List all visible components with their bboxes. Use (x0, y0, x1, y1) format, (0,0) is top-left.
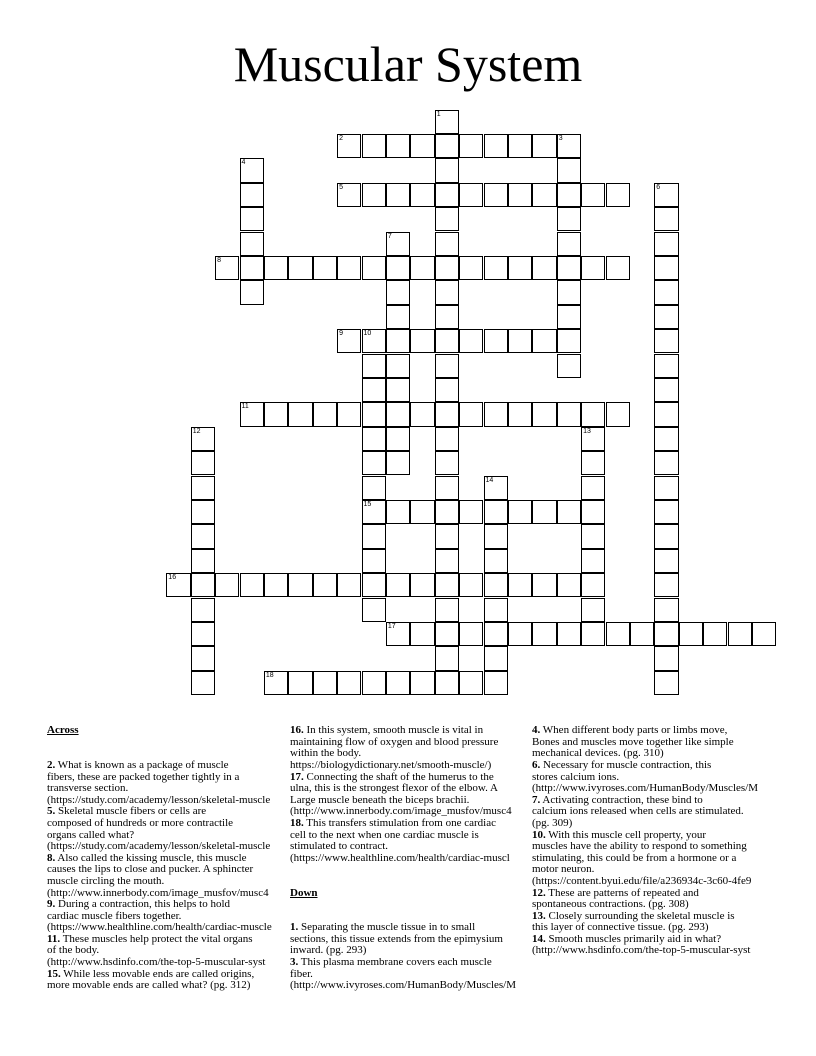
grid-cell[interactable] (240, 232, 264, 256)
grid-cell[interactable] (410, 402, 434, 426)
grid-cell[interactable] (288, 256, 312, 280)
page-title: Muscular System (233, 36, 583, 92)
grid-cell[interactable] (557, 134, 581, 158)
grid-cell[interactable] (728, 622, 752, 646)
grid-cell[interactable] (337, 402, 361, 426)
grid-cell[interactable] (435, 256, 459, 280)
grid-cell[interactable] (240, 280, 264, 304)
grid-cell[interactable] (410, 500, 434, 524)
down-clue-list (290, 922, 526, 992)
grid-cell[interactable] (191, 573, 215, 597)
grid-cell[interactable] (484, 329, 508, 353)
grid-cell[interactable] (654, 305, 678, 329)
grid-cell[interactable] (654, 183, 678, 207)
grid-cell[interactable] (703, 622, 727, 646)
clue-text: With this muscle cell property, your muscles have the ability to respond to something stimulating, this could be from a hormone or a motor neuron. (https://content.byui.edu/file/a236934c-3c60-4fe9 (532, 828, 752, 887)
grid-cell[interactable] (362, 671, 386, 695)
clue-number: 10 (363, 330, 372, 338)
grid-cell[interactable] (557, 402, 581, 426)
grid-cell[interactable] (581, 183, 605, 207)
grid-cell[interactable] (362, 476, 386, 500)
clue-number-label: 13. (532, 909, 546, 922)
grid-cell[interactable] (557, 256, 581, 280)
grid-cell[interactable] (654, 598, 678, 622)
grid-cell[interactable] (484, 134, 508, 158)
grid-cell[interactable] (508, 622, 532, 646)
grid-cell[interactable] (264, 573, 288, 597)
grid-cell[interactable] (581, 476, 605, 500)
clue-number: 16 (168, 574, 177, 582)
grid-cell[interactable] (435, 646, 459, 670)
grid-cell[interactable] (264, 256, 288, 280)
grid-cell[interactable] (484, 549, 508, 573)
clue-across (47, 853, 285, 899)
grid-cell[interactable] (654, 500, 678, 524)
grid-cell[interactable] (508, 256, 532, 280)
clue-number: 17 (387, 622, 396, 630)
grid-cell[interactable] (606, 183, 630, 207)
grid-cell[interactable] (484, 500, 508, 524)
clue-text: Connecting the shaft of the humerus to the ulna, this is the strongest flexor of the elbow. A Large muscle beneath the biceps brachii. (http://www.innerbody.com/image_musfov/musc4 (290, 770, 512, 818)
grid-cell[interactable] (532, 500, 556, 524)
clue-number: 18 (265, 671, 274, 679)
clue-text: While less movable ends are called origins, more movable ends are called what? (pg. 312) (47, 967, 255, 992)
grid-cell[interactable] (459, 671, 483, 695)
grid-cell[interactable] (532, 402, 556, 426)
grid-cell[interactable] (459, 183, 483, 207)
grid-cell[interactable] (386, 134, 410, 158)
grid-cell[interactable] (654, 256, 678, 280)
clue-number-label: 14. (532, 932, 546, 945)
grid-cell[interactable] (557, 158, 581, 182)
down-clue-list-continued (532, 725, 768, 957)
grid-cell[interactable] (435, 354, 459, 378)
grid-cell[interactable] (459, 134, 483, 158)
grid-cell[interactable] (435, 183, 459, 207)
grid-cell[interactable] (362, 427, 386, 451)
grid-cell[interactable] (362, 354, 386, 378)
clue-number-label: 2. (47, 758, 56, 771)
grid-cell[interactable] (508, 500, 532, 524)
clue-across (47, 899, 285, 934)
grid-cell[interactable] (362, 524, 386, 548)
grid-cell[interactable] (386, 354, 410, 378)
grid-cell[interactable] (191, 500, 215, 524)
grid-cell[interactable] (484, 183, 508, 207)
clues-column-2 (290, 702, 526, 992)
clues-column-3 (532, 702, 768, 962)
clue-number-label: 4. (532, 724, 541, 737)
grid-cell[interactable] (435, 598, 459, 622)
clue-number-label: 9. (47, 898, 56, 911)
grid-cell[interactable] (532, 573, 556, 597)
grid-cell[interactable] (557, 622, 581, 646)
grid-cell[interactable] (581, 549, 605, 573)
grid-cell[interactable] (362, 549, 386, 573)
clue-number-label: 7. (532, 793, 541, 806)
clue-down (532, 760, 768, 795)
grid-cell[interactable] (362, 598, 386, 622)
grid-cell[interactable] (191, 646, 215, 670)
clue-number-label: 18. (290, 816, 304, 829)
grid-cell[interactable] (581, 451, 605, 475)
grid-cell[interactable] (557, 232, 581, 256)
grid-cell[interactable] (484, 573, 508, 597)
across-clue-list (47, 760, 285, 992)
grid-cell[interactable] (654, 549, 678, 573)
grid-cell[interactable] (386, 280, 410, 304)
clue-number-label: 5. (47, 805, 56, 818)
grid-cell[interactable] (484, 671, 508, 695)
grid-cell[interactable] (337, 134, 361, 158)
grid-cell[interactable] (191, 671, 215, 695)
grid-cell[interactable] (459, 402, 483, 426)
grid-cell[interactable] (557, 573, 581, 597)
clue-across (47, 969, 285, 992)
grid-cell[interactable] (362, 402, 386, 426)
across-heading: Across (47, 724, 79, 737)
grid-cell[interactable] (459, 622, 483, 646)
clue-down (532, 934, 768, 957)
grid-cell[interactable] (166, 573, 190, 597)
grid-cell[interactable] (752, 622, 776, 646)
clue-number: 13 (583, 427, 591, 435)
grid-cell[interactable] (362, 256, 386, 280)
grid-cell[interactable] (362, 451, 386, 475)
clue-down (532, 911, 768, 934)
grid-cell[interactable] (435, 476, 459, 500)
grid-cell[interactable] (240, 402, 264, 426)
clues-column-1 (47, 702, 285, 992)
grid-cell[interactable] (362, 134, 386, 158)
grid-cell[interactable] (654, 646, 678, 670)
clue-across (47, 806, 285, 852)
grid-cell[interactable] (191, 622, 215, 646)
grid-cell[interactable] (581, 402, 605, 426)
grid-cell[interactable] (435, 671, 459, 695)
grid-cell[interactable] (532, 183, 556, 207)
grid-cell[interactable] (581, 256, 605, 280)
grid-cell[interactable] (215, 256, 239, 280)
grid-cell[interactable] (435, 500, 459, 524)
grid-cell[interactable] (435, 622, 459, 646)
grid-cell[interactable] (557, 280, 581, 304)
grid-cell[interactable] (191, 476, 215, 500)
clue-text: In this system, smooth muscle is vital in maintaining flow of oxygen and blood pressure within the body. https://biologydictionary.net/smooth-muscle/) (290, 724, 499, 771)
grid-cell[interactable] (288, 573, 312, 597)
grid-cell[interactable] (654, 280, 678, 304)
grid-cell[interactable] (386, 256, 410, 280)
clue-text: These muscles help protect the vital organs of the body. (http://www.hsdinfo.com/the-top-5-muscular-syst (47, 932, 266, 969)
clue-number: 2 (339, 134, 343, 142)
clue-text: During a contraction, this helps to hold cardiac muscle fibers together. (https://www.healthline.com/health/cardiac-muscle (47, 898, 272, 934)
grid-cell[interactable] (191, 524, 215, 548)
grid-cell[interactable] (435, 573, 459, 597)
grid-cell[interactable] (435, 329, 459, 353)
grid-cell[interactable] (386, 305, 410, 329)
clue-number: 6 (656, 183, 661, 191)
grid-cell[interactable] (288, 402, 312, 426)
clue-text: What is known as a package of muscle fibers, these are packed together tightly in a transverse section. (https://study.com/academy/lesson/skeletal-muscle (47, 758, 271, 806)
grid-cell[interactable] (362, 378, 386, 402)
grid-cell[interactable] (557, 500, 581, 524)
grid-cell[interactable] (386, 500, 410, 524)
clue-down (290, 957, 526, 992)
grid-cell[interactable] (386, 451, 410, 475)
clue-down (532, 795, 768, 830)
grid-cell[interactable] (288, 671, 312, 695)
grid-cell[interactable] (581, 573, 605, 597)
grid-cell[interactable] (410, 671, 434, 695)
grid-cell[interactable] (557, 183, 581, 207)
grid-cell[interactable] (386, 378, 410, 402)
clue-number-label: 16. (290, 724, 304, 737)
grid-cell[interactable] (606, 402, 630, 426)
clue-across (290, 725, 526, 771)
grid-cell[interactable] (240, 183, 264, 207)
across-clue-list-continued (290, 725, 526, 864)
grid-cell[interactable] (435, 232, 459, 256)
clue-down (290, 922, 526, 957)
grid-cell[interactable] (435, 207, 459, 231)
grid-cell[interactable] (508, 402, 532, 426)
clue-number: 15 (363, 500, 372, 508)
grid-cell[interactable] (654, 232, 678, 256)
grid-cell[interactable] (386, 573, 410, 597)
grid-cell[interactable] (435, 280, 459, 304)
grid-cell[interactable] (459, 500, 483, 524)
grid-cell[interactable] (435, 110, 459, 134)
clue-text: Closely surrounding the skeletal muscle is this layer of connective tissue. (pg. 293) (532, 909, 735, 934)
grid-cell[interactable] (654, 451, 678, 475)
clue-number: 14 (485, 476, 494, 484)
clue-text: Activating contraction, these bind to calcium ions released when cells are stimulated. (pg. 309) (532, 793, 744, 829)
clue-number-label: 3. (290, 956, 299, 969)
clue-number: 1 (436, 110, 441, 118)
clue-down (532, 888, 768, 911)
grid-cell[interactable] (654, 427, 678, 451)
grid-cell[interactable] (386, 402, 410, 426)
grid-cell[interactable] (362, 500, 386, 524)
grid-cell[interactable] (435, 158, 459, 182)
clue-number: 8 (217, 256, 221, 264)
grid-cell[interactable] (557, 329, 581, 353)
grid-cell[interactable] (362, 329, 386, 353)
grid-cell[interactable] (410, 134, 434, 158)
grid-cell[interactable] (654, 476, 678, 500)
clue-number-label: 8. (47, 851, 56, 864)
grid-cell[interactable] (191, 598, 215, 622)
grid-cell[interactable] (435, 427, 459, 451)
grid-cell[interactable] (362, 573, 386, 597)
grid-cell[interactable] (435, 378, 459, 402)
grid-cell[interactable] (191, 451, 215, 475)
grid-cell[interactable] (337, 671, 361, 695)
grid-cell[interactable] (386, 232, 410, 256)
grid-cell[interactable] (435, 451, 459, 475)
clue-number: 5 (339, 183, 343, 191)
clue-down (532, 830, 768, 888)
clue-text: This plasma membrane covers each muscle fiber. (http://www.ivyroses.com/HumanBody/Muscles/M (290, 956, 516, 992)
clue-number-label: 11. (47, 932, 61, 945)
grid-cell[interactable] (435, 402, 459, 426)
grid-cell[interactable] (654, 354, 678, 378)
grid-cell[interactable] (191, 427, 215, 451)
grid-cell[interactable] (435, 305, 459, 329)
grid-cell[interactable] (654, 622, 678, 646)
grid-cell[interactable] (435, 549, 459, 573)
grid-cell[interactable] (484, 524, 508, 548)
grid-cell[interactable] (484, 476, 508, 500)
grid-cell[interactable] (459, 573, 483, 597)
grid-cell[interactable] (435, 524, 459, 548)
clue-text: Skeletal muscle fibers or cells are composed of hundreds or more contractile organs called what? (https://study.com/academy/lesson/skeletal-muscle (47, 805, 271, 853)
grid-cell[interactable] (410, 183, 434, 207)
grid-cell[interactable] (654, 524, 678, 548)
grid-cell[interactable] (337, 329, 361, 353)
grid-cell[interactable] (679, 622, 703, 646)
grid-cell[interactable] (313, 402, 337, 426)
grid-cell[interactable] (581, 427, 605, 451)
grid-cell[interactable] (386, 329, 410, 353)
grid-cell[interactable] (654, 402, 678, 426)
grid-cell[interactable] (313, 256, 337, 280)
grid-cell[interactable] (264, 402, 288, 426)
grid-cell[interactable] (484, 256, 508, 280)
grid-cell[interactable] (337, 573, 361, 597)
clue-number: 3 (558, 134, 563, 142)
clue-number: 12 (192, 427, 201, 435)
grid-cell[interactable] (532, 256, 556, 280)
grid-cell[interactable] (581, 524, 605, 548)
clue-text: These are patterns of repeated and spontaneous contractions. (pg. 308) (532, 886, 699, 911)
clue-number-label: 6. (532, 758, 541, 771)
clue-across (290, 818, 526, 864)
grid-cell[interactable] (240, 207, 264, 231)
grid-cell[interactable] (557, 207, 581, 231)
grid-cell[interactable] (654, 671, 678, 695)
grid-cell[interactable] (508, 183, 532, 207)
grid-cell[interactable] (581, 622, 605, 646)
grid-cell[interactable] (508, 329, 532, 353)
clue-number: 4 (241, 159, 246, 167)
clue-number-label: 10. (532, 828, 546, 841)
grid-cell[interactable] (557, 354, 581, 378)
clue-number-label: 17. (290, 770, 304, 783)
grid-cell[interactable] (459, 256, 483, 280)
grid-cell[interactable] (606, 622, 630, 646)
grid-cell[interactable] (532, 329, 556, 353)
grid-cell[interactable] (508, 134, 532, 158)
grid-cell[interactable] (386, 622, 410, 646)
clue-number: 11 (241, 403, 249, 411)
grid-cell[interactable] (337, 256, 361, 280)
clue-number: 7 (387, 232, 392, 240)
clue-number-label: 12. (532, 886, 546, 899)
grid-cell[interactable] (240, 158, 264, 182)
down-heading: Down (290, 886, 318, 899)
grid-cell[interactable] (606, 256, 630, 280)
grid-cell[interactable] (459, 329, 483, 353)
clue-text: Smooth muscles primarily aid in what? (http://www.hsdinfo.com/the-top-5-muscular-syst (532, 932, 751, 957)
grid-cell[interactable] (386, 671, 410, 695)
grid-cell[interactable] (215, 573, 239, 597)
grid-cell[interactable] (654, 378, 678, 402)
grid-cell[interactable] (557, 305, 581, 329)
grid-cell[interactable] (313, 671, 337, 695)
grid-cell[interactable] (630, 622, 654, 646)
grid-cell[interactable] (581, 598, 605, 622)
clue-across (47, 934, 285, 969)
grid-cell[interactable] (435, 134, 459, 158)
grid-cell[interactable] (362, 183, 386, 207)
clue-text: This transfers stimulation from one cardiac cell to the next when one cardiac muscle is stimulated to contract. (https://www.healthline.com/health/cardiac-muscl (290, 816, 510, 864)
grid-cell[interactable] (654, 573, 678, 597)
grid-cell[interactable] (191, 549, 215, 573)
grid-cell[interactable] (654, 207, 678, 231)
grid-cell[interactable] (508, 573, 532, 597)
grid-cell[interactable] (484, 622, 508, 646)
grid-cell[interactable] (386, 183, 410, 207)
clue-across (47, 760, 285, 806)
grid-cell[interactable] (484, 402, 508, 426)
grid-cell[interactable] (410, 573, 434, 597)
grid-cell[interactable] (240, 573, 264, 597)
grid-cell[interactable] (240, 256, 264, 280)
grid-cell[interactable] (313, 573, 337, 597)
grid-cell[interactable] (484, 646, 508, 670)
grid-cell[interactable] (410, 622, 434, 646)
grid-cell[interactable] (532, 622, 556, 646)
grid-cell[interactable] (484, 598, 508, 622)
grid-cell[interactable] (264, 671, 288, 695)
clue-text: Necessary for muscle contraction, this stores calcium ions. (http://www.ivyroses.com/HumanBody/Muscles/M (532, 758, 758, 795)
grid-cell[interactable] (532, 134, 556, 158)
clue-number-label: 15. (47, 967, 61, 980)
grid-cell[interactable] (410, 256, 434, 280)
grid-cell[interactable] (337, 183, 361, 207)
clue-across (290, 772, 526, 818)
clue-number: 9 (339, 330, 343, 338)
clue-text: Also called the kissing muscle, this muscle causes the lips to close and pucker. A sphincter muscle circling the mouth. (http://www.innerbody.com/image_musfov/musc4 (47, 851, 269, 899)
clue-text: Separating the muscle tissue in to small sections, this tissue extends from the epimysium inward. (pg. 293) (290, 921, 503, 957)
clue-text: When different body parts or limbs move, Bones and muscles move together like simple mechanical devices. (pg. 310) (532, 724, 734, 760)
grid-cell[interactable] (386, 427, 410, 451)
clue-number-label: 1. (290, 921, 299, 934)
clue-down (532, 725, 768, 760)
grid-cell[interactable] (654, 329, 678, 353)
grid-cell[interactable] (410, 329, 434, 353)
grid-cell[interactable] (581, 500, 605, 524)
